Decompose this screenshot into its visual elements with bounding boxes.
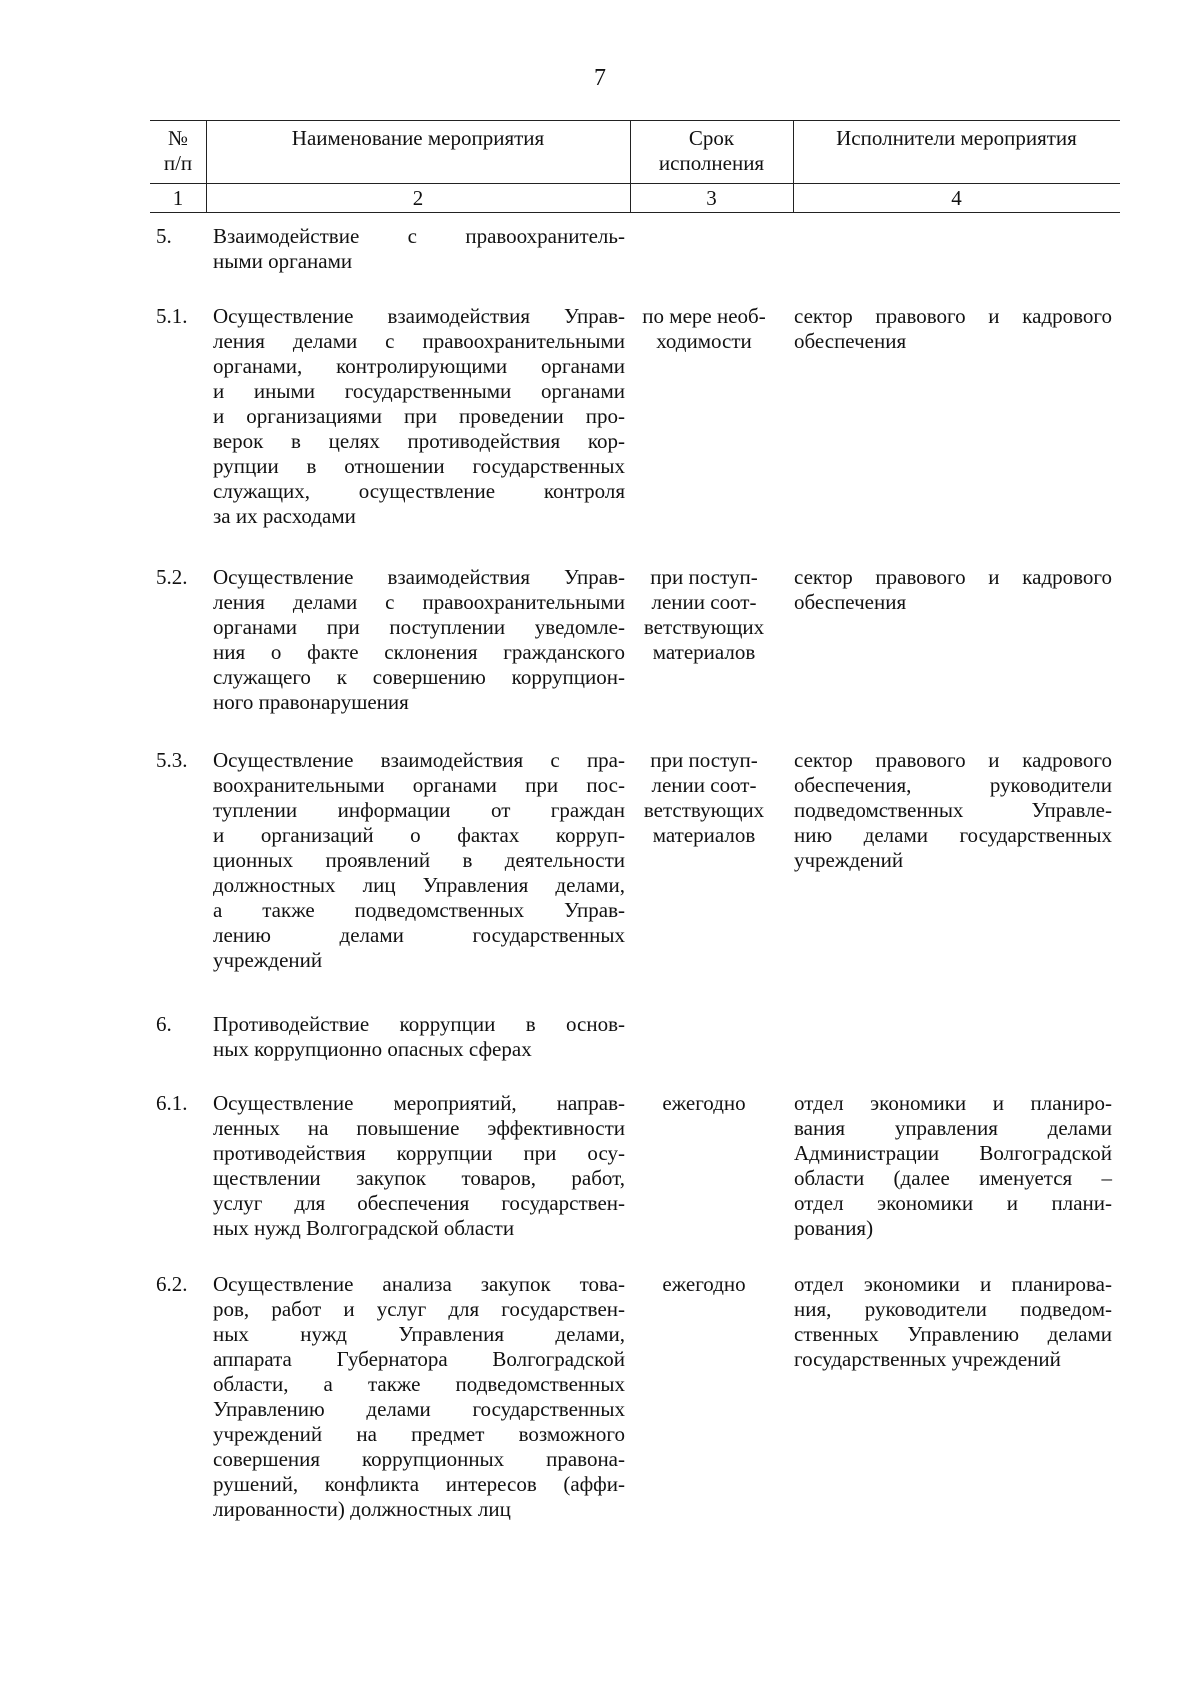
row-title: Осуществление взаимодействия Управ- ления делами с правоохранительными органами при поступлении уведомле- ния о факте склонения гражданского служащего к совершению коррупцион- ного правонарушения [213,565,625,714]
row-number: 5. [156,224,172,248]
page-number: 7 [594,65,606,91]
row-executor: сектор правового и кадрового обеспечения [794,565,1112,614]
header-col-executor: Исполнители мероприятия [836,126,1077,150]
header-colnum-3: 3 [706,186,717,210]
row-deadline: по мере необ- ходимости [642,304,766,353]
row-deadline: при поступ- лении соот- ветствующих материалов [643,565,765,664]
header-col-number: № п/п [163,126,193,175]
row-deadline: ежегодно [662,1272,746,1296]
header-col-deadline: Срок исполнения [658,126,765,175]
header-colnum-2: 2 [412,186,424,210]
row-executor: отдел экономики и планиро- вания управления делами Администрации Волгоградской области (далее именуется – отдел экономики и плани- рования) [794,1091,1112,1240]
row-executor: отдел экономики и планирова- ния, руководители подведом- ственных Управлению делами государственных учреждений [794,1272,1112,1371]
row-deadline: ежегодно [662,1091,746,1115]
header-colnum-1: 1 [172,186,184,210]
row-title: Осуществление анализа закупок това- ров, работ и услуг для государствен- ных нужд Управления делами, аппарата Губернатора Волгоградской области, а также подведомственных Управлению делами государственных учреждений на предмет возможного совершения коррупционных правона- рушений, конфликта интересов (аффи- лированности) должностных лиц [213,1272,625,1521]
table-header [150,120,1120,216]
row-title: Осуществление взаимодействия Управ- ления делами с правоохранительными органами, контролирующими органами и иными государственными органами и организациями при проведении про- верок в целях противодействия кор- рупции в отношении государственных служащих, осуществление контроля за их расходами [213,304,625,528]
header-bottom-rule [150,212,1120,213]
row-deadline: при поступ- лении соот- ветствующих материалов [643,748,765,847]
row-executor: сектор правового и кадрового обеспечения, руководители подведомственных Управле- нию делами государственных учреждений [794,748,1112,872]
row-executor: сектор правового и кадрового обеспечения [794,304,1112,353]
header-top-rule [150,120,1120,121]
row-number: 6. [156,1012,172,1036]
row-number: 5.2. [156,565,188,589]
row-number: 6.2. [156,1272,188,1296]
row-number: 5.1. [156,304,188,328]
row-number: 6.1. [156,1091,188,1115]
row-title: Осуществление взаимодействия с пра- воохранительными органами при пос- туплении информации от граждан и организаций о фактах корруп- ционных проявлений в деятельности должностных лиц Управления делами, а также подведомственных Управ- лению делами государственных учреждений [213,748,625,972]
row-number: 5.3. [156,748,188,772]
row-title: Взаимодействие с правоохранитель- ными органами [213,224,625,273]
header-colnum-4: 4 [951,186,962,210]
header-col-title: Наименование мероприятия [291,126,545,150]
header-middle-rule [150,183,1120,184]
row-title: Противодействие коррупции в основ- ных коррупционно опасных сферах [213,1012,625,1061]
row-title: Осуществление мероприятий, направ- ленных на повышение эффективности противодействия коррупции при осу- ществлении закупок товаров, работ, услуг для обеспечения государствен- ных нужд Волгоградской области [213,1091,625,1240]
